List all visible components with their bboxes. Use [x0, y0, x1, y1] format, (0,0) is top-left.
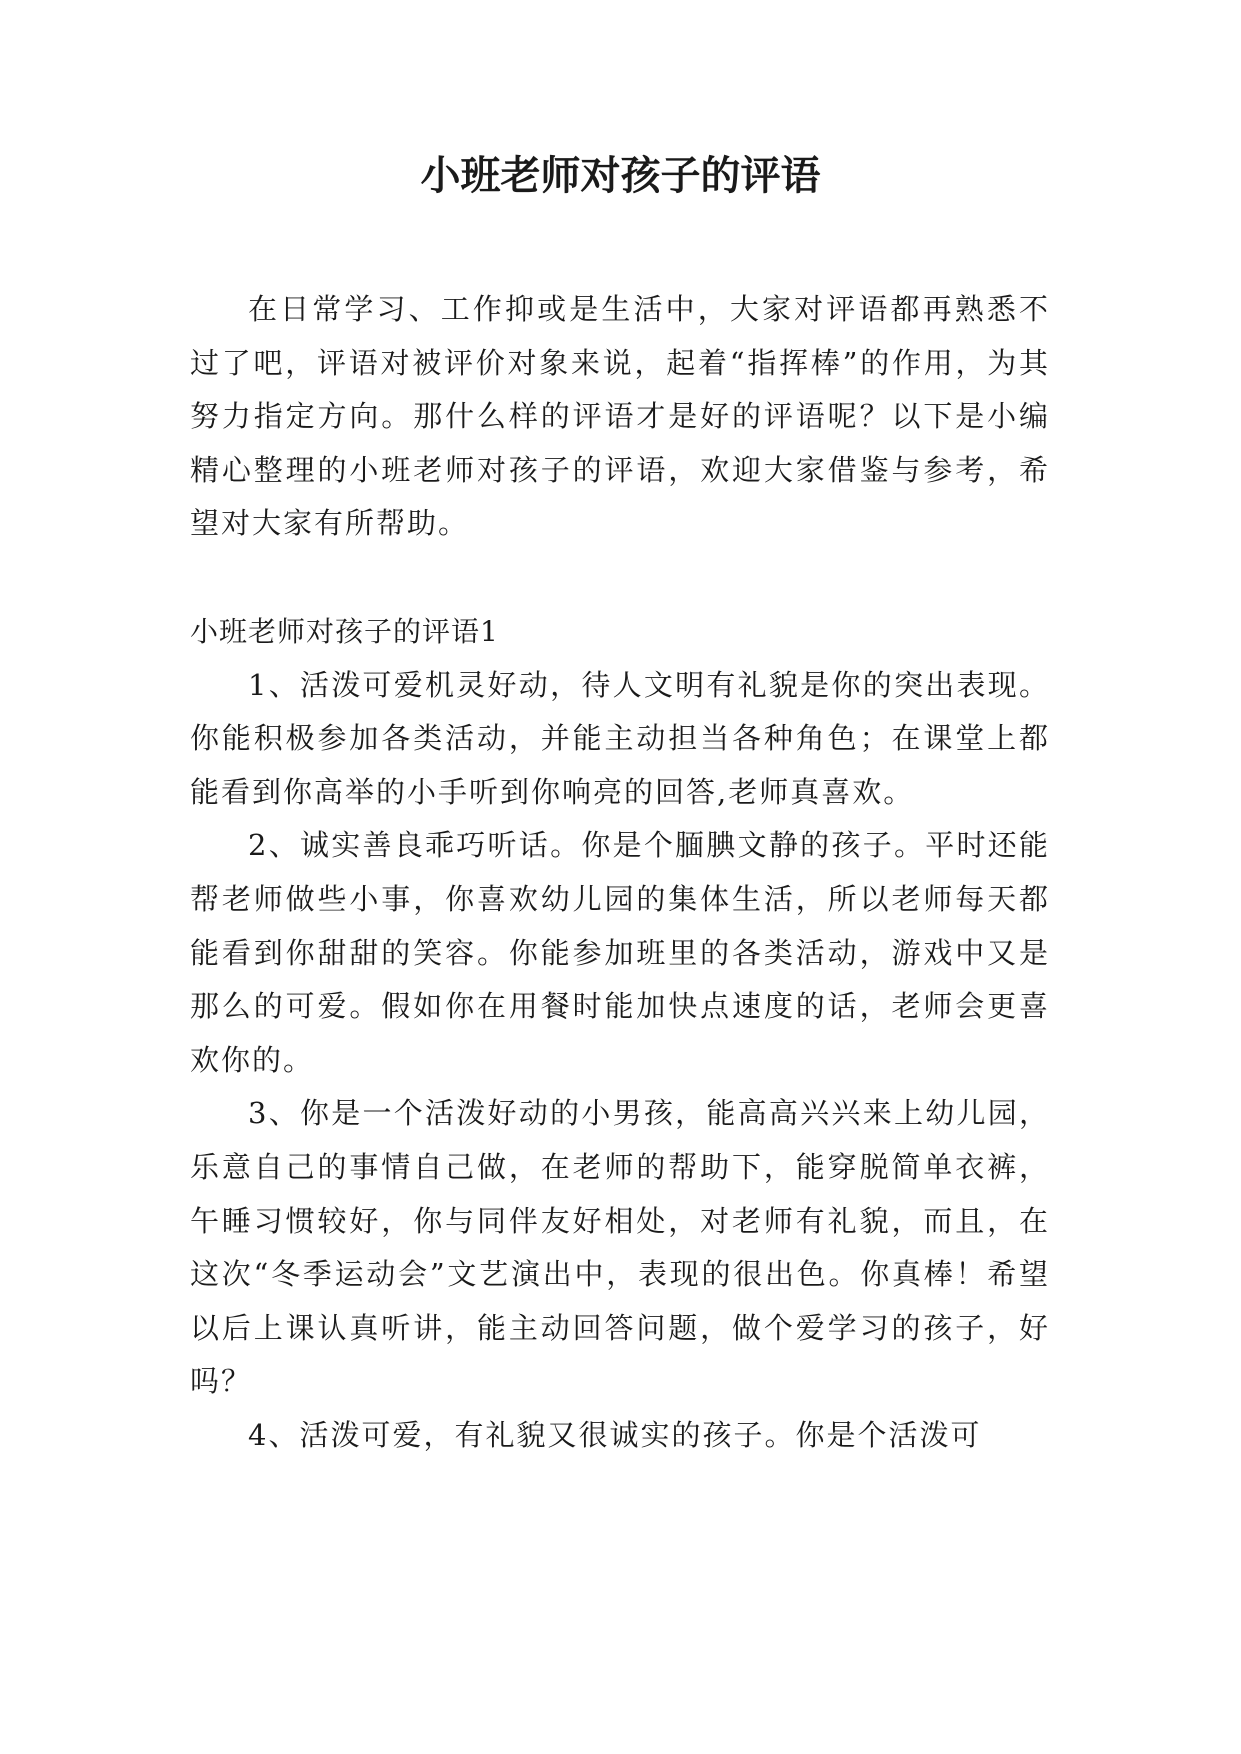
comment-item-3: 3、你是一个活泼好动的小男孩，能高高兴兴来上幼儿园，乐意自己的事情自己做，在老师的帮助下，能穿脱简单衣裤，午睡习惯较好，你与同伴友好相处，对老师有礼貌，而且，在这次“冬季运动会”文艺演出中，表现的很出色。你真棒！希望以后上课认真听讲，能主动回答问题，做个爱学习的孩子，好吗？ [190, 1096, 1050, 1399]
comment-item-1: 1、活泼可爱机灵好动，待人文明有礼貌是你的突出表现。你能积极参加各类活动，并能主动担当各种角色；在课堂上都能看到你高举的小手听到你响亮的回答,老师真喜欢。 [190, 667, 1050, 809]
document-body [190, 283, 1050, 1462]
document-title: 小班老师对孩子的评语 [420, 152, 821, 199]
comment-item-2: 2、诚实善良乖巧听话。你是个腼腆文静的孩子。平时还能帮老师做些小事，你喜欢幼儿园的集体生活，所以老师每天都能看到你甜甜的笑容。你能参加班里的各类活动，游戏中又是那么的可爱。假如你在用餐时能加快点速度的话，老师会更喜欢你的。 [190, 828, 1050, 1077]
comment-item-4: 4、活泼可爱，有礼貌又很诚实的孩子。你是个活泼可 [248, 1417, 982, 1452]
intro-paragraph: 在日常学习、工作抑或是生活中，大家对评语都再熟悉不过了吧，评语对被评价对象来说，起着“指挥棒”的作用，为其努力指定方向。那什么样的评语才是好的评语呢？以下是小编精心整理的小班老师对孩子的评语，欢迎大家借鉴与参考，希望对大家有所帮助。 [190, 292, 1050, 541]
section-heading: 小班老师对孩子的评语1 [190, 614, 499, 648]
